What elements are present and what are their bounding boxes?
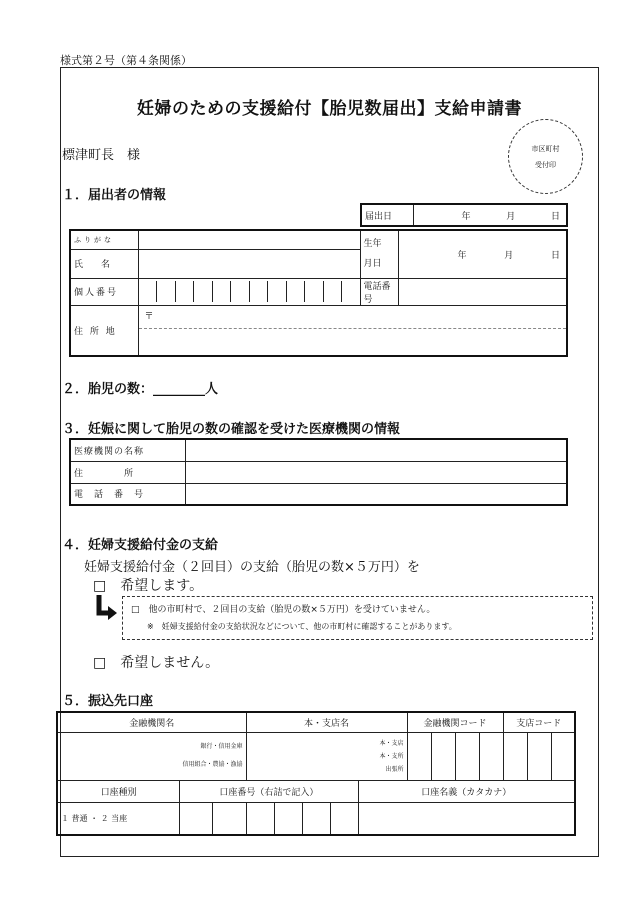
section2-label: ２．胎児の数：	[62, 382, 154, 397]
branch-types-line1: 本・支店	[379, 739, 404, 747]
branch-code-digit[interactable]	[527, 732, 551, 780]
account-type-header: 口座種別	[57, 780, 180, 802]
bank-code-digit[interactable]	[455, 732, 479, 780]
account-number-digit[interactable]	[274, 802, 302, 835]
personal-number-label: 個人番号	[70, 278, 138, 305]
bank-name-header: 金融機関名	[57, 712, 246, 732]
section4-heading: ４．妊婦支援給付金の支給	[62, 538, 219, 553]
institution-name-label: 医療機関の名称	[70, 439, 185, 461]
fetus-count-blank[interactable]: ________	[153, 382, 206, 397]
birth-label	[360, 230, 398, 278]
bank-code-digit[interactable]	[407, 732, 431, 780]
branch-code-digit[interactable]	[551, 732, 575, 780]
institution-phone-label: 電 話 番 号	[70, 483, 185, 505]
institution-phone-field[interactable]	[185, 483, 567, 505]
phone-label: 電話番号	[360, 278, 398, 305]
other-municipality-checkbox[interactable]: □ 他の市町村で、２回目の支給（胎児の数×５万円）を受けていません。	[131, 605, 436, 615]
account-number-digit[interactable]	[246, 802, 274, 835]
branch-types-line2: 本・支所	[379, 752, 404, 760]
institution-name-field[interactable]	[185, 439, 567, 461]
notify-date-field[interactable]	[413, 204, 567, 226]
confirmation-note: ※ 妊婦支援給付金の支給状況などについて、他の市町村に確認することがあります。	[147, 622, 457, 631]
bank-account-table	[56, 711, 576, 836]
birth-date-field[interactable]	[398, 230, 567, 278]
phone-field[interactable]	[398, 278, 567, 305]
branch-types-line3: 出張所	[385, 765, 404, 773]
furigana-field[interactable]	[138, 230, 360, 249]
postal-mark: 〒	[139, 306, 567, 329]
page-title: 妊婦のための支援給付【胎児数届出】支給申請書	[137, 99, 522, 119]
account-number-header: 口座番号（右詰で記入）	[180, 780, 358, 802]
branch-name-header: 本・支店名	[246, 712, 407, 732]
section2-heading	[62, 378, 218, 397]
fetus-count-unit: 人	[205, 382, 219, 397]
institution-address-label: 住 所	[70, 461, 185, 483]
account-type-field[interactable]: １ 普通 ・ ２ 当座	[57, 802, 180, 835]
address-label: 住 所 地	[70, 305, 138, 356]
reception-stamp-circle	[508, 119, 583, 194]
name-label: 氏 名	[70, 249, 138, 278]
form-number: 様式第２号（第４条関係）	[60, 54, 192, 67]
birth-year-label: 年	[457, 250, 467, 261]
bank-types-line1: 銀行・信用金庫	[200, 743, 243, 750]
bank-types-line2: 信用組合・農協・漁協	[182, 761, 243, 768]
account-number-digit[interactable]	[213, 802, 246, 835]
date-year-label: 年	[461, 211, 471, 222]
applicant-info-table	[69, 229, 568, 357]
bank-name-field[interactable]	[57, 732, 246, 780]
account-name-header: 口座名義（カタカナ）	[358, 780, 575, 802]
personal-number-field[interactable]	[138, 278, 360, 305]
bank-code-digit[interactable]	[479, 732, 503, 780]
name-field[interactable]	[138, 249, 360, 278]
payment-description: 妊婦支援給付金（２回目）の支給（胎児の数×５万円）を	[84, 560, 420, 575]
account-number-digit[interactable]	[180, 802, 213, 835]
account-number-digit[interactable]	[302, 802, 330, 835]
notify-date-table	[360, 203, 568, 227]
date-month-label: 月	[506, 211, 516, 222]
option-not-desire[interactable]: □ 希望しません。	[93, 655, 220, 671]
branch-code-digit[interactable]	[503, 732, 527, 780]
bank-code-digit[interactable]	[431, 732, 455, 780]
option-desire[interactable]: □ 希望します。	[93, 578, 204, 594]
branch-name-field[interactable]	[246, 732, 407, 780]
notify-date-label: 届出日	[361, 204, 413, 226]
section1-heading: １．届出者の情報	[62, 188, 167, 203]
birth-label-line2: 月日	[363, 259, 382, 270]
account-name-field[interactable]	[358, 802, 575, 835]
account-number-digit[interactable]	[330, 802, 358, 835]
branch-code-header: 支店コード	[503, 712, 575, 732]
date-day-label: 日	[550, 211, 560, 222]
address-field[interactable]	[138, 305, 567, 356]
medical-institution-table	[69, 438, 568, 506]
section3-heading: ３．妊娠に関して胎児の数の確認を受けた医療機関の情報	[62, 422, 401, 437]
stamp-line-2: 受付印	[535, 160, 556, 169]
section5-heading: ５．振込先口座	[62, 694, 154, 709]
furigana-label: ふりがな	[70, 230, 138, 249]
birth-month-label: 月	[504, 250, 514, 261]
bank-code-header: 金融機関コード	[407, 712, 503, 732]
other-municipality-notice	[122, 596, 593, 640]
addressee: 標津町長 様	[62, 148, 141, 163]
birth-label-line1: 生年	[363, 239, 382, 250]
stamp-line-1: 市区町村	[531, 144, 560, 153]
institution-address-field[interactable]	[185, 461, 567, 483]
arrow-down-right-icon	[93, 593, 119, 621]
birth-day-label: 日	[550, 250, 560, 261]
